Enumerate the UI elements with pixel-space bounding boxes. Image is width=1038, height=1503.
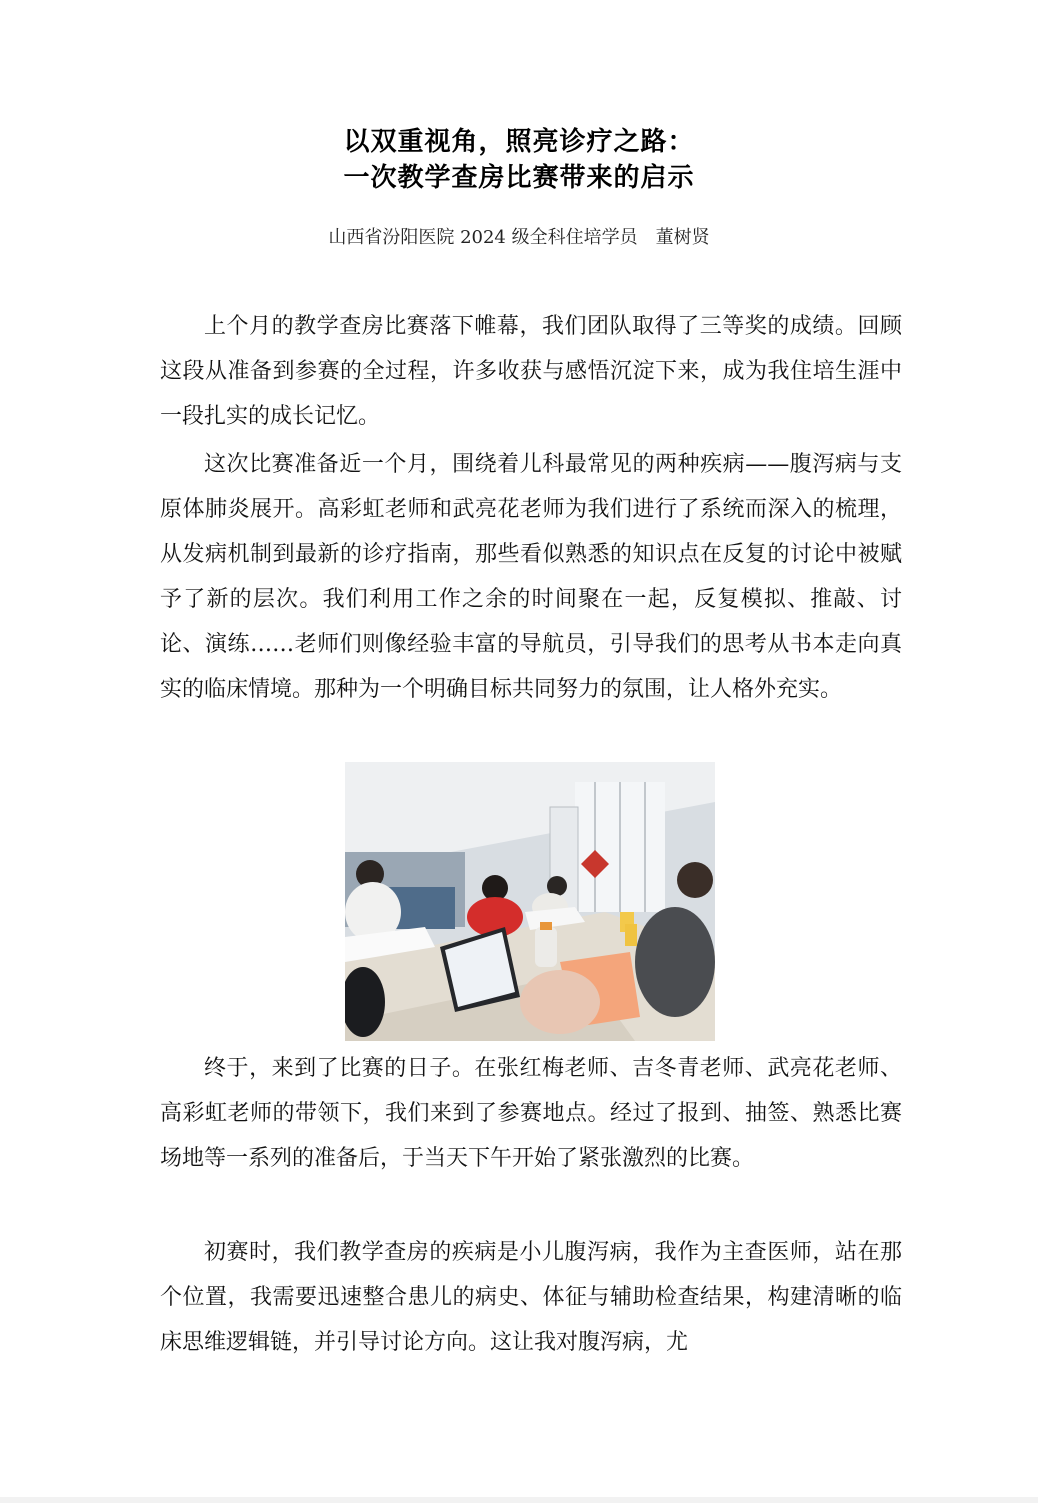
paragraph-2: 这次比赛准备近一个月，围绕着儿科最常见的两种疾病——腹泻病与支原体肺炎展开。高彩虹老师和武亮花老师为我们进行了系统而深入的梳理，从发病机制到最新的诊疗指南，那些看似熟悉的知识点在反复的讨论中被赋予了新的层次。我们利用工作之余的时间聚在一起，反复模拟、推敲、讨论、演练……老师们则像经验丰富的导航员，引导我们的思考从书本走向真实的临床情境。那种为一个明确目标共同努力的氛围，让人格外充实。: [160, 452, 902, 702]
group-study-photo: [345, 762, 715, 1041]
author-byline: 山西省汾阳医院 2024 级全科住培学员 董树贤: [328, 227, 710, 248]
page-edge: [0, 1497, 1038, 1503]
title-line-2: 一次教学查房比赛带来的启示: [343, 163, 695, 193]
paragraph-3: 终于，来到了比赛的日子。在张红梅老师、吉冬青老师、武亮花老师、高彩虹老师的带领下，我们来到了参赛地点。经过了报到、抽签、熟悉比赛场地等一系列的准备后，于当天下午开始了紧张激烈的比赛。: [160, 1056, 902, 1171]
title-line-1: 以双重视角，照亮诊疗之路：: [343, 127, 695, 157]
paragraph-4: 初赛时，我们教学查房的疾病是小儿腹泻病，我作为主查医师，站在那个位置，我需要迅速整合患儿的病史、体征与辅助检查结果，构建清晰的临床思维逻辑链，并引导讨论方向。这让我对腹泻病，尤: [160, 1240, 902, 1355]
paragraph-1: 上个月的教学查房比赛落下帷幕，我们团队取得了三等奖的成绩。回顾这段从准备到参赛的全过程，许多收获与感悟沉淀下来，成为我住培生涯中一段扎实的成长记忆。: [160, 314, 902, 429]
